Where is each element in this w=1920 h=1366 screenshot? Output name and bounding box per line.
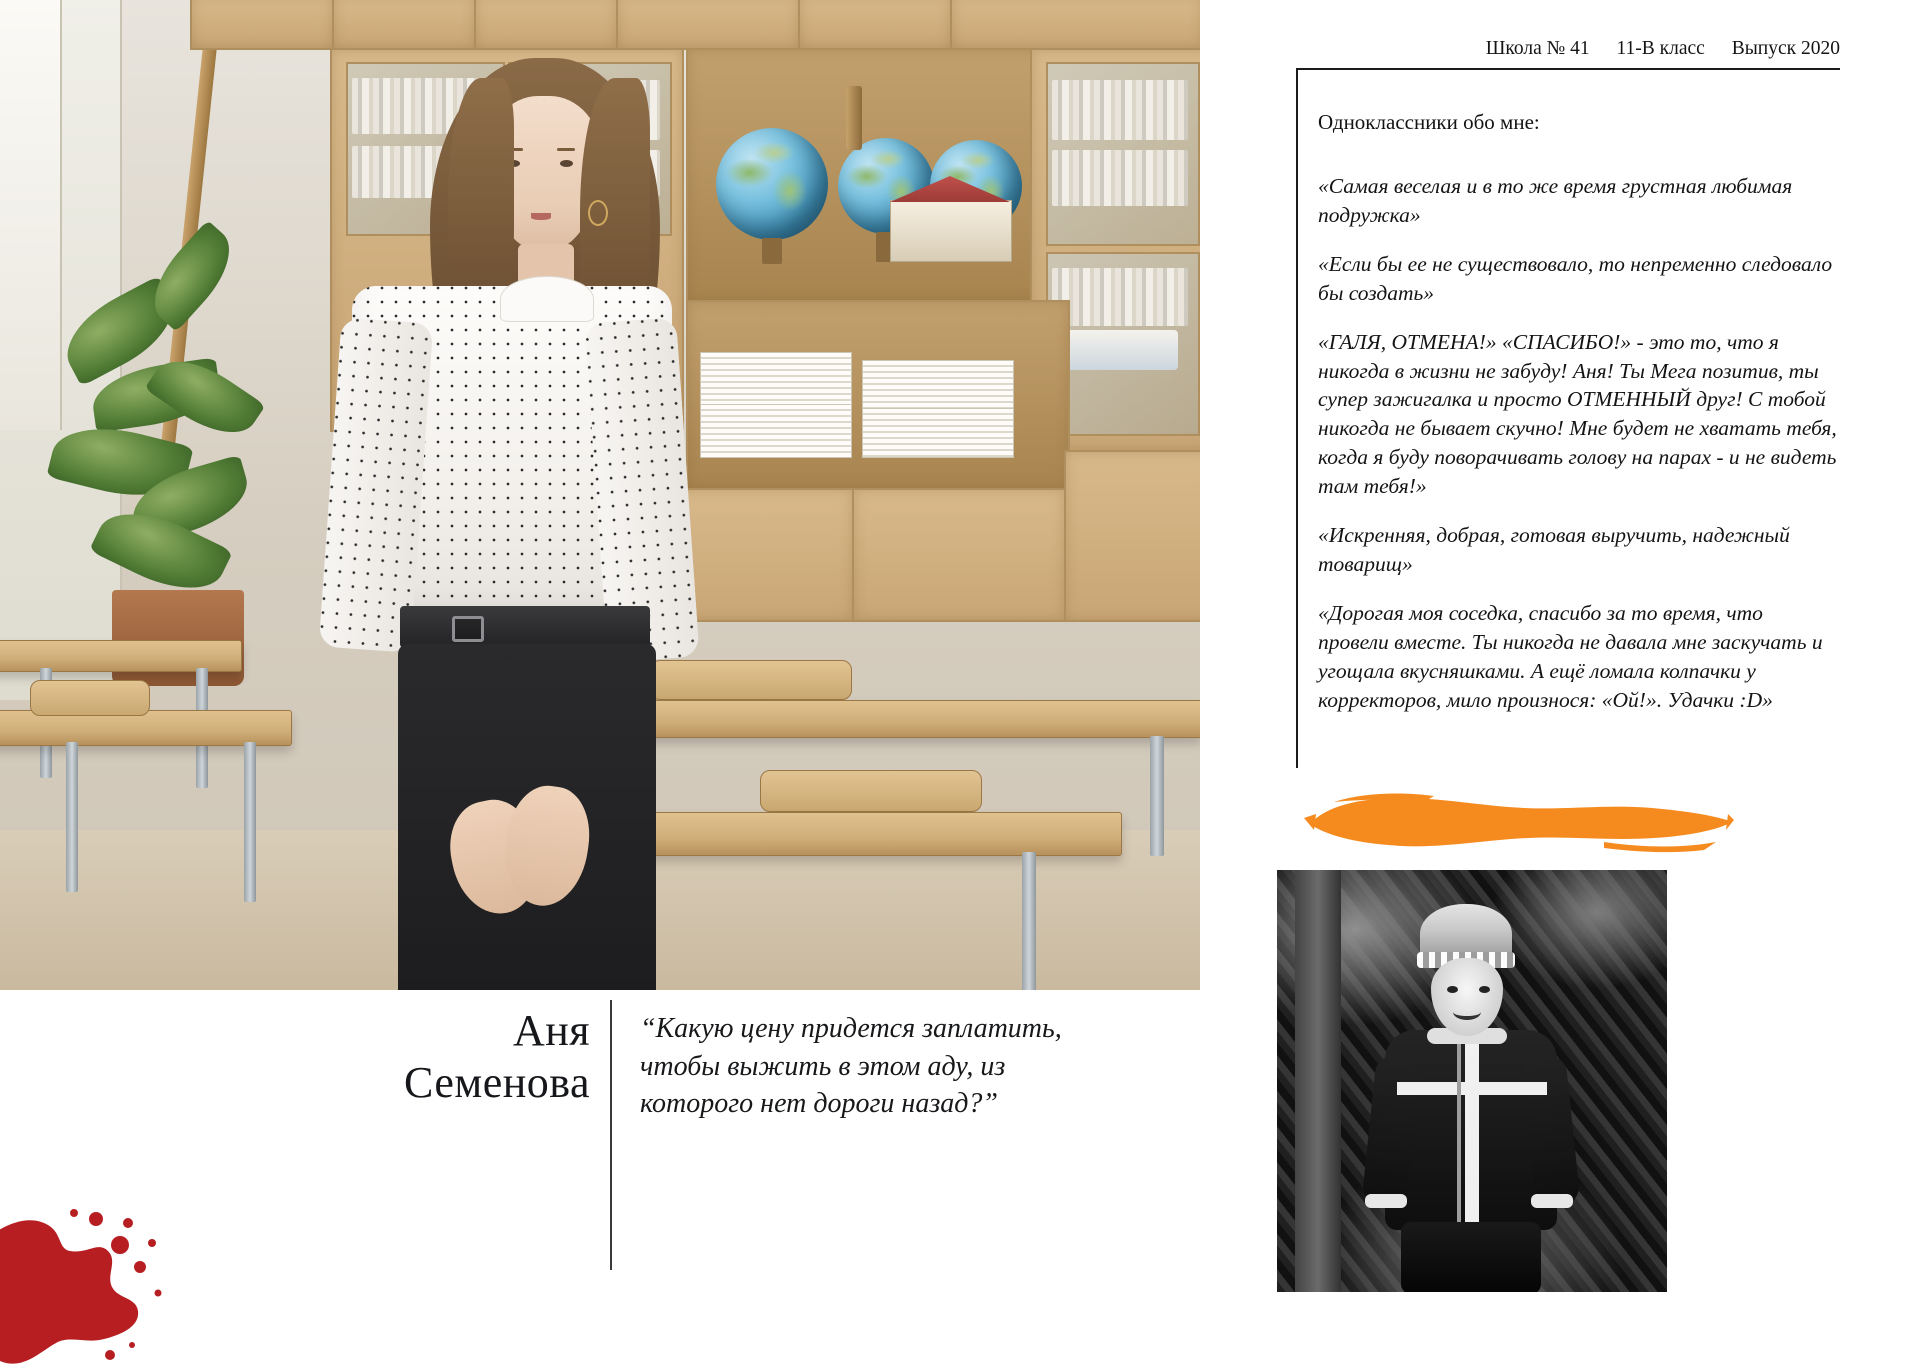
jacket-stripe — [1465, 1038, 1479, 1228]
red-splatter-decoration — [0, 1205, 175, 1366]
chair — [30, 680, 150, 716]
quote-divider — [610, 1000, 612, 1270]
notebook-stack — [700, 404, 852, 458]
eye — [560, 160, 573, 167]
paper-stack — [1060, 330, 1178, 370]
classmate-quote: «Если бы ее не существовало, то непременно следовало бы создать» — [1318, 251, 1833, 305]
class-label: 11-В класс — [1616, 38, 1705, 59]
cabinet-door — [474, 0, 618, 50]
cabinet-door — [852, 488, 1066, 622]
first-name: Аня — [512, 1006, 590, 1055]
books-stack — [1052, 150, 1188, 206]
window-pane — [0, 0, 62, 430]
collar — [500, 276, 594, 322]
classmate-quote: «Дорогая моя соседка, спасибо за то время, что провели вместе. Ты никогда не давала мне заскучать и угощала вкусняшками. А ещё ломала колпачки у корректоров, мило произнося: «Ой!». Удачки :D» — [1318, 600, 1823, 712]
chair — [760, 770, 982, 812]
tree-trunk — [1295, 870, 1341, 1292]
cabinet-door — [798, 0, 952, 50]
earring — [588, 200, 608, 226]
belt-buckle — [452, 616, 484, 642]
classmate-quote: «Искренняя, добрая, готовая выручить, надежный товарищ» — [1318, 523, 1790, 576]
school-desk — [560, 700, 1200, 738]
orange-brush-stroke — [1304, 790, 1734, 860]
desk-leg — [66, 742, 78, 892]
desk-leg — [244, 742, 256, 902]
sleeve-cuff — [1365, 1194, 1407, 1208]
last-name: Семенова — [403, 1057, 590, 1107]
belt — [400, 606, 650, 648]
page-header-meta — [1296, 38, 1840, 60]
header-divider — [1296, 68, 1840, 70]
cabinet-door — [332, 0, 476, 50]
globe-stand — [762, 238, 782, 264]
chair — [650, 660, 852, 700]
trophy-stand — [846, 86, 862, 150]
books-stack — [1052, 268, 1188, 326]
jacket-stripe — [1397, 1082, 1547, 1095]
main-portrait-photo — [0, 0, 1200, 990]
side-divider — [1296, 68, 1298, 768]
cabinet-door — [616, 0, 800, 50]
cabinet-door — [190, 0, 334, 50]
books-stack — [1052, 80, 1188, 140]
notebook-stack — [862, 360, 1014, 410]
classmate-quote: «Самая веселая и в то же время грустная любимая подружка» — [1318, 174, 1793, 227]
childhood-photo — [1277, 870, 1667, 1292]
jacket-zipper — [1457, 1030, 1461, 1230]
child-legs — [1401, 1222, 1541, 1292]
desk-leg — [1022, 852, 1036, 990]
child-smile — [1453, 1004, 1481, 1020]
notebook-stack — [862, 408, 1014, 458]
classmates-intro-label: Одноклассники обо мне: — [1318, 110, 1540, 134]
classmates-quotes-list — [1318, 172, 1838, 735]
child-eye — [1479, 986, 1490, 993]
desk-leg — [1150, 736, 1164, 856]
model-house — [890, 200, 1012, 262]
cabinet-door — [950, 0, 1200, 50]
child-eye — [1447, 986, 1458, 993]
globe — [716, 128, 828, 240]
personal-quote: “Какую цену придется заплатить, чтобы выжить в этом аду, из которого нет дороги назад?” — [640, 1013, 1062, 1120]
person-name — [330, 1005, 590, 1109]
mouth — [531, 213, 551, 220]
cabinet-door — [1064, 450, 1200, 622]
school-label: Школа № 41 — [1485, 38, 1590, 59]
notebook-stack — [700, 352, 852, 406]
sleeve-cuff — [1531, 1194, 1573, 1208]
eyebrow — [557, 148, 575, 151]
graduation-year: Выпуск 2020 — [1731, 38, 1840, 59]
classmate-quote: «ГАЛЯ, ОТМЕНА!» «СПАСИБО!» - это то, что я никогда в жизни не забуду! Аня! Ты Мега позитив, ты супер зажигалка и просто ОТМЕННЫЙ друг! С тобой никогда не бывает скучно! Мне будет не хватать тебя, когда я буду поворачивать голову на парах - и не видеть там тебя!» — [1318, 329, 1837, 499]
